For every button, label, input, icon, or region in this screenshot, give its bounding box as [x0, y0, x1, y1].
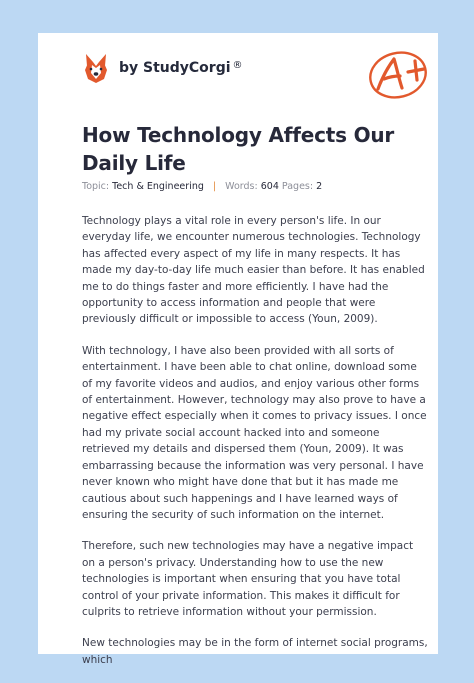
meta-separator: |	[212, 181, 217, 192]
topic-label: Topic:	[82, 181, 110, 192]
document-page	[38, 33, 438, 666]
a-plus-grade-icon	[364, 42, 436, 102]
words-label: Words:	[225, 181, 258, 192]
registered-mark: ®	[232, 60, 243, 71]
body-paragraph: With technology, I have also been provided with all sorts of entertainment. I have been able to chat online, download some of my favorite videos and audios, and enjoy various other forms of entertainment. However, technology may also prove to have a negative effect especially when it comes to privacy issues. I once had my private social account hacked into and someone retrieved my details and dispersed them (Youn, 2009). It was embarrassing because the information was very personal. I have never known who might have done that but it has made me cautious about such happenings and I have learned ways of ensuring the security of such information on the internet.	[82, 344, 427, 521]
page-count: 2	[316, 181, 323, 192]
topic-link[interactable]: Tech & Engineering	[112, 181, 204, 192]
brand-name: by StudyCorgi ®	[119, 60, 243, 76]
pages-label: Pages:	[281, 181, 314, 192]
document-meta	[82, 181, 322, 192]
body-paragraph: Technology plays a vital role in every person's life. In our everyday life, we encounter numerous technologies. Technology has affected every aspect of my life in many respects. It has made my day-to-day life much easier than before. It has enabled me to do things faster and more efficiently. I have had the opportunity to access information and people that were previously difficult or impossible to access (Youn, 2009).	[82, 215, 425, 326]
body-paragraph: New technologies may be in the form of internet social programs, which	[82, 637, 428, 666]
document-title: How Technology Affects Our Daily Life	[82, 123, 395, 175]
document-body	[82, 213, 428, 683]
word-count: 604	[260, 181, 279, 192]
studycorgi-brand[interactable]	[82, 52, 243, 84]
body-paragraph: Therefore, such new technologies may have a negative impact on a person's privacy. Understanding how to use the new technologies is important when ensuring that you have total control of your private information. This makes it difficult for culprits to retrieve information without your permission.	[82, 540, 414, 618]
corgi-logo-icon	[82, 52, 110, 84]
